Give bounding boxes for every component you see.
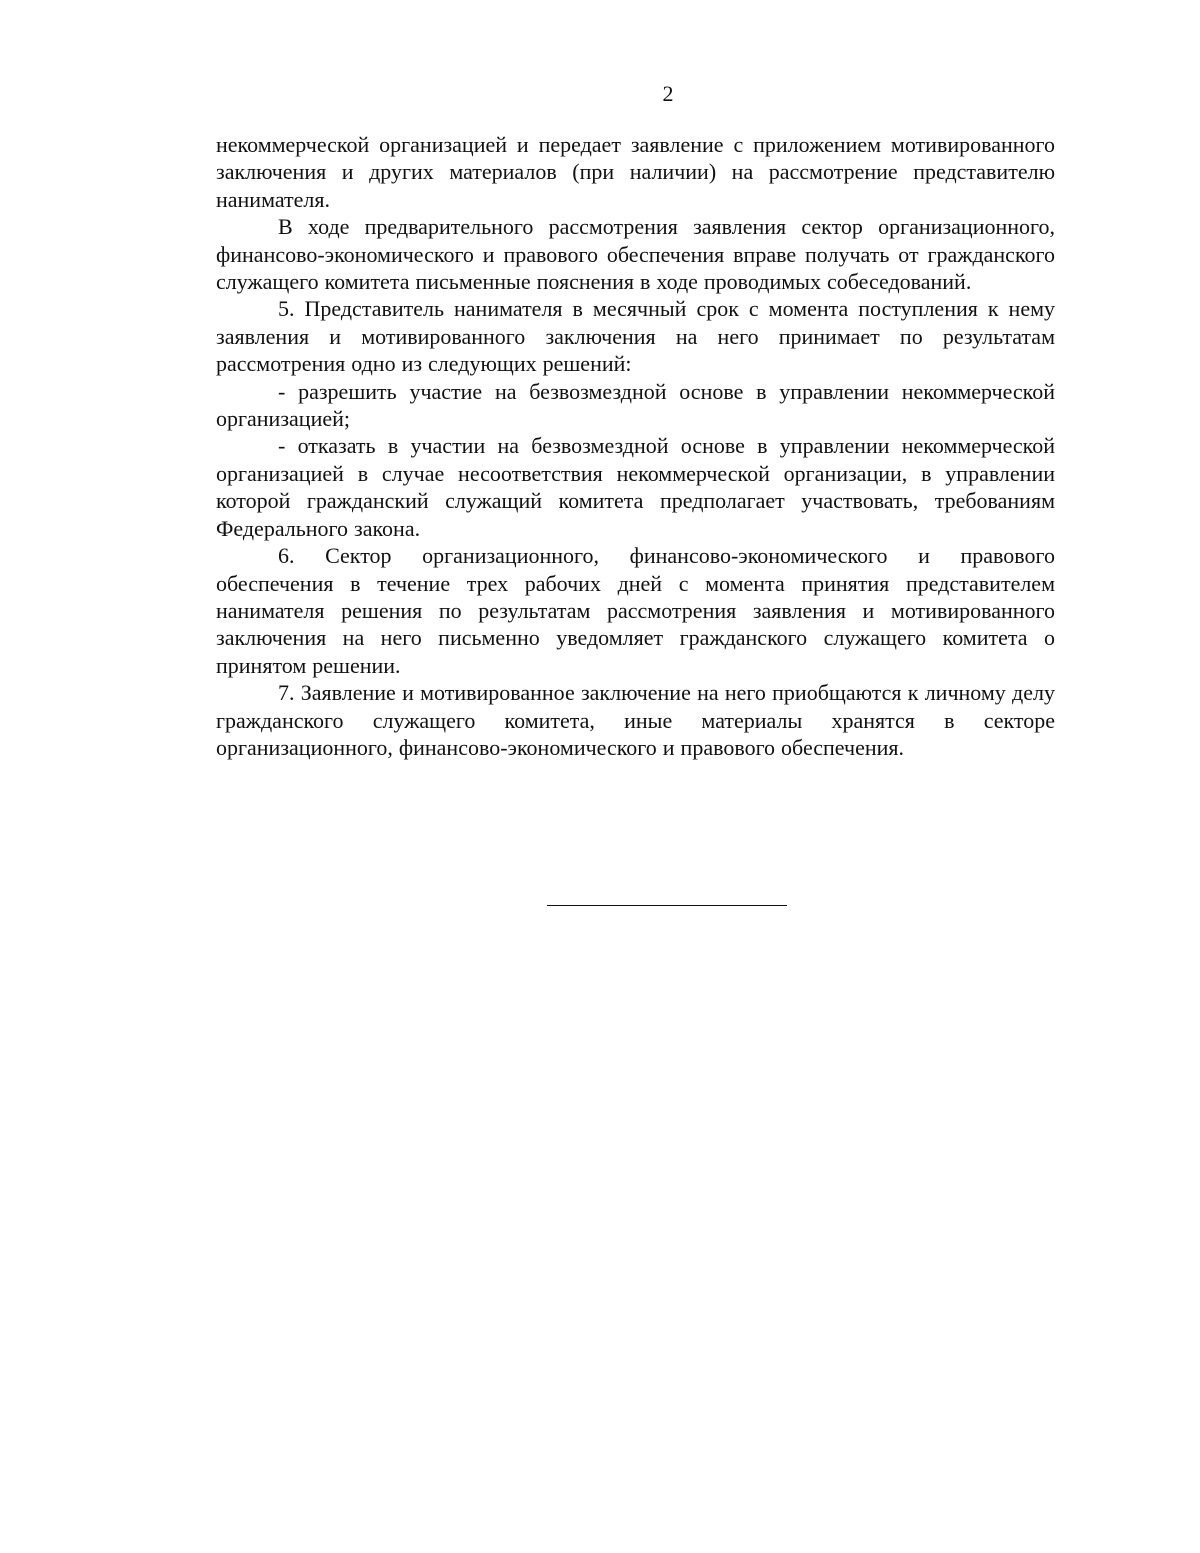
page-number: 2 xyxy=(662,81,674,106)
paragraph-item-6: 6. Сектор организационного, финансово-экономического и правового обеспечения в течение трех рабочих дней с момента принятия представителем нанимателя решения по результатам рассмотрения заявления и мотивированного заключения на него письменно уведомляет гражданского служащего комитета о принятом решении. xyxy=(216,543,1055,678)
paragraph-item-5: 5. Представитель нанимателя в месячный срок с момента поступления к нему заявления и мотивированного заключения на него принимает по результатам рассмотрения одно из следующих решений: xyxy=(216,296,1055,377)
paragraph-decision-refuse: - отказать в участии на безвозмездной основе в управлении некоммерческой организацией в случае несоответствия некоммерческой организации, в управлении которой гражданский служащий комитета предполагает участвовать, требованиям Федерального закона. xyxy=(216,433,1055,541)
paragraph-continuation: некоммерческой организацией и передает заявление с приложением мотивированного заключения и других материалов (при наличии) на рассмотрение представителю нанимателя. xyxy=(216,132,1055,212)
paragraph-preliminary-review: В ходе предварительного рассмотрения заявления сектор организационного, финансово-экономического и правового обеспечения вправе получать от гражданского служащего комитета письменные пояснения в ходе проводимых собеседований. xyxy=(216,214,1055,295)
closing-rule-divider xyxy=(547,905,787,906)
paragraph-decision-permit: - разрешить участие на безвозмездной основе в управлении некоммерческой организацией; xyxy=(216,378,1055,432)
paragraph-item-7: 7. Заявление и мотивированное заключение на него приобщаются к личному делу гражданского служащего комитета, иные материалы хранятся в секторе организационного, финансово-экономического и правового обеспечения. xyxy=(216,680,1055,760)
document-body xyxy=(216,131,1055,761)
